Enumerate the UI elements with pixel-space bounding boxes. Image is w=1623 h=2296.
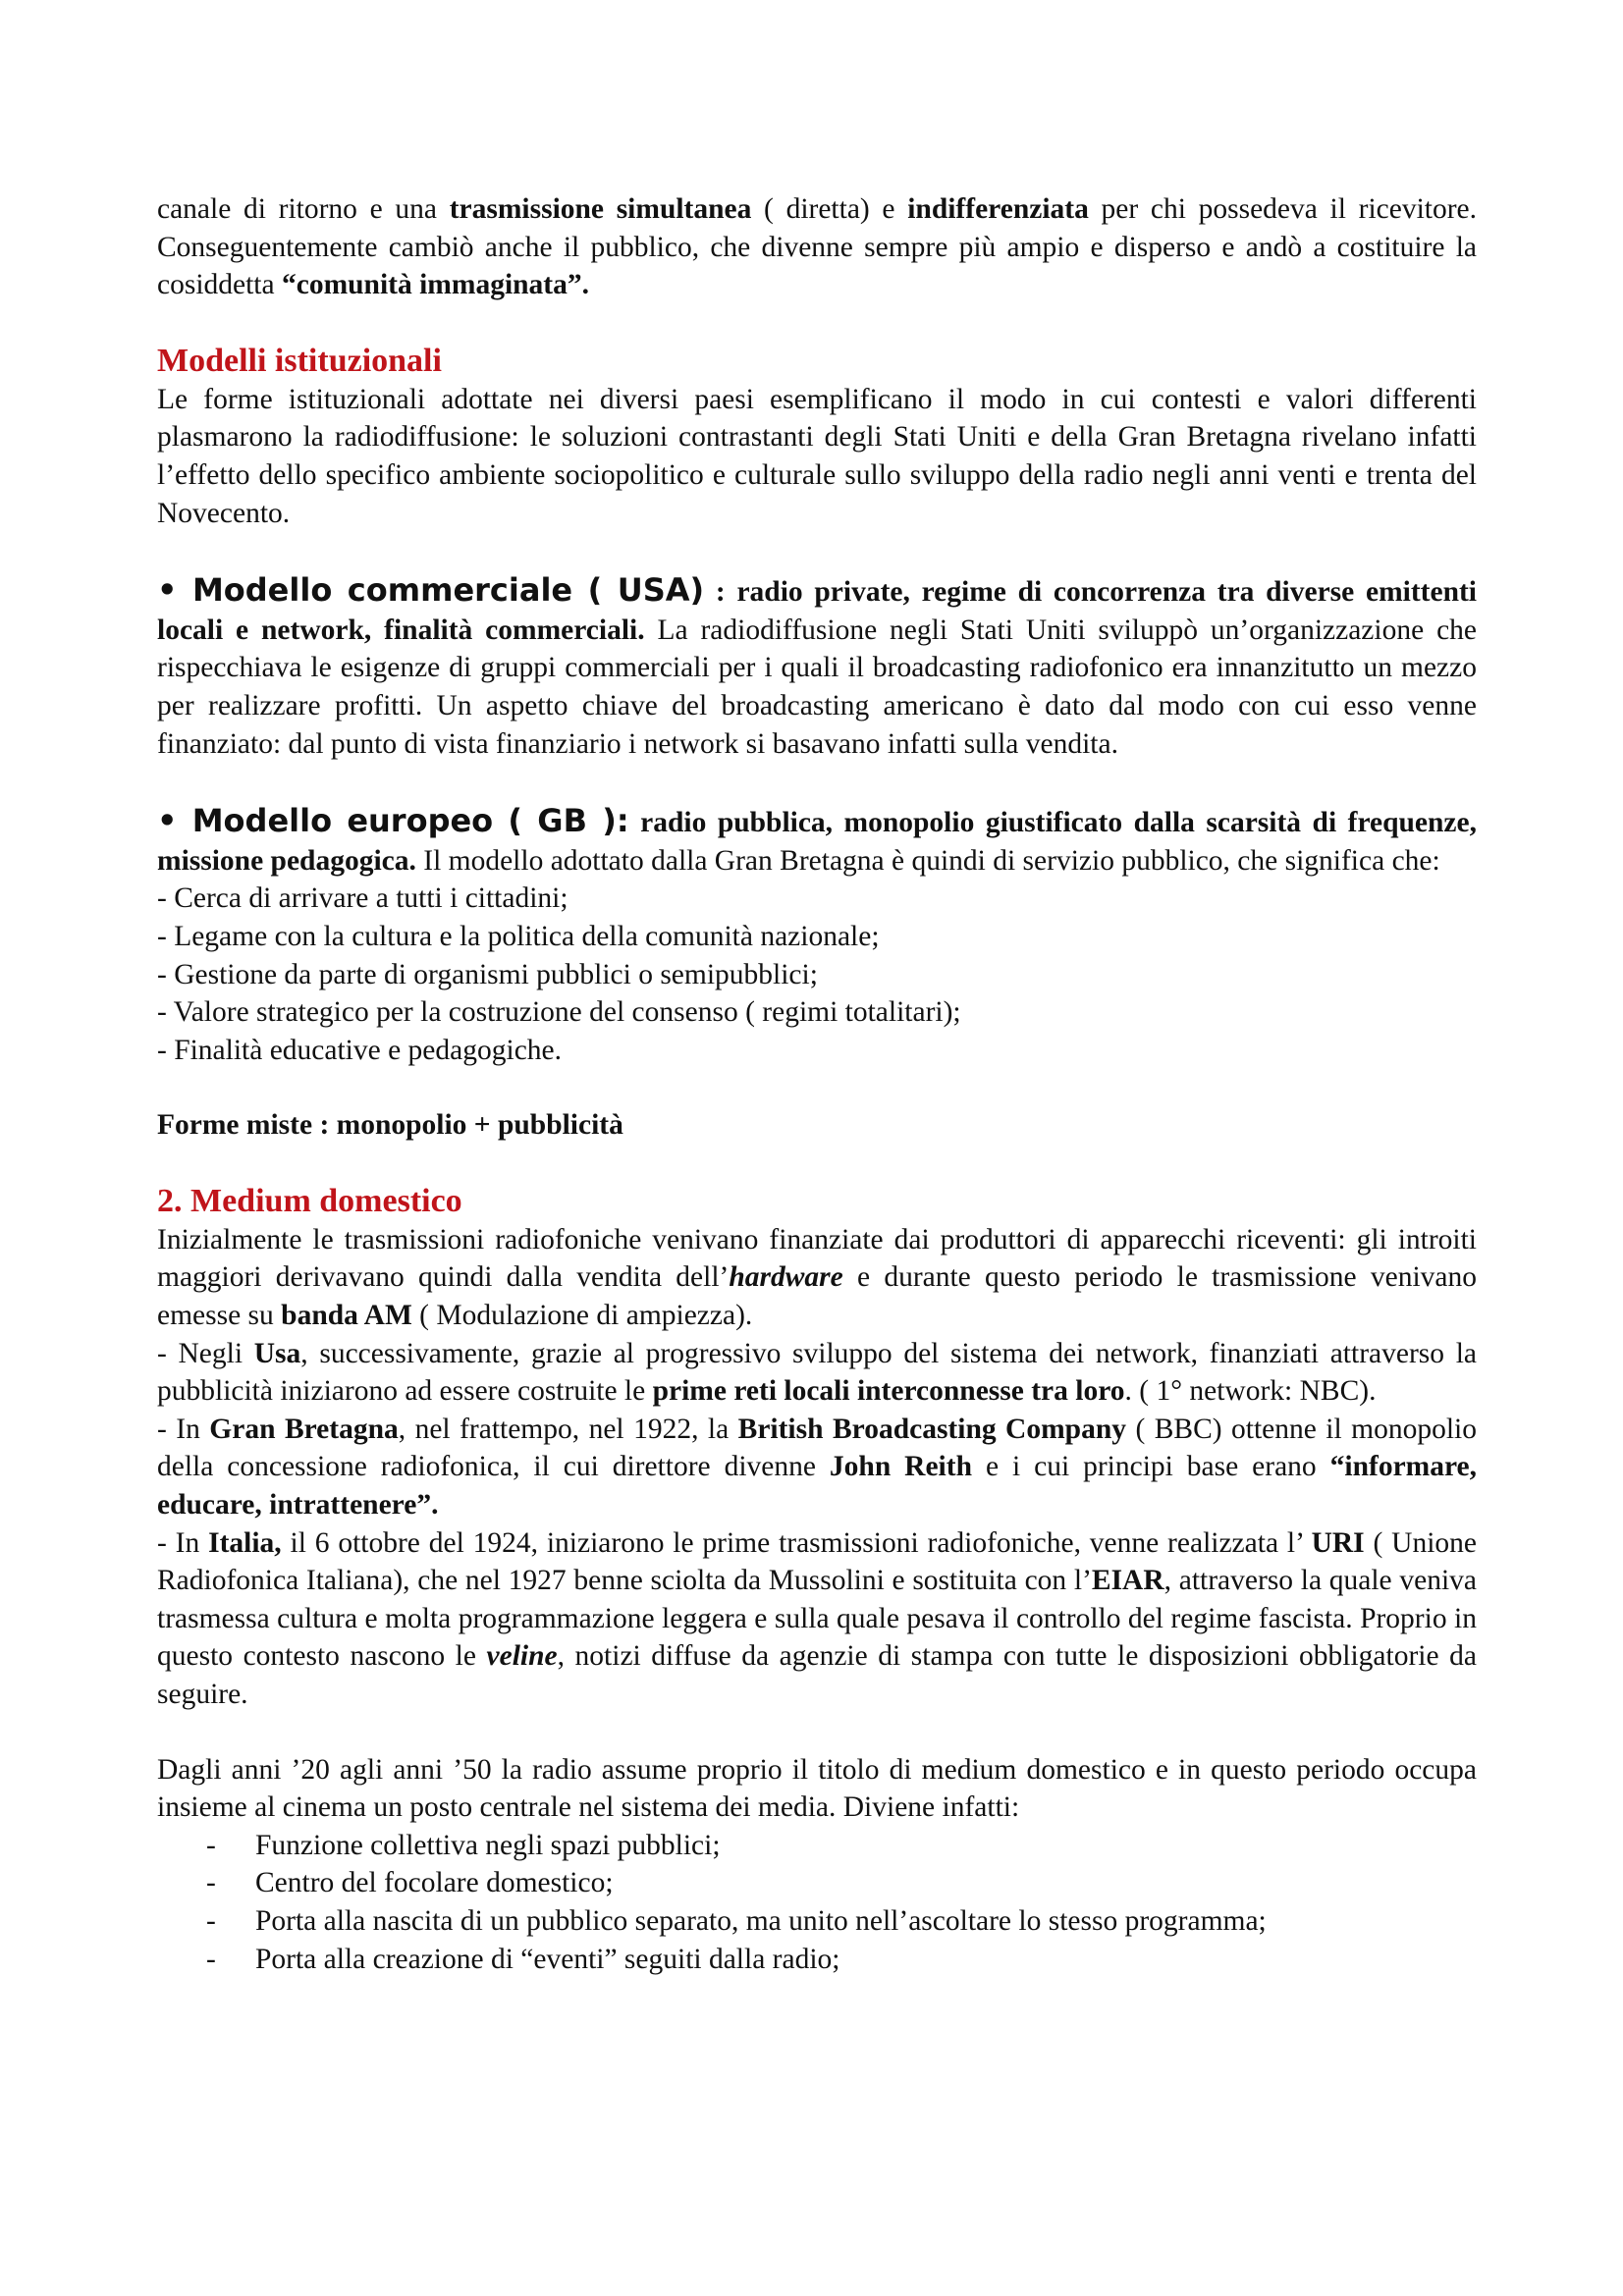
list-item-text: Porta alla nascita di un pubblico separato, ma unito nell’ascoltare lo stesso programma; [255,1904,1267,1937]
text-run: ( Modulazione di ampiezza). [411,1300,753,1332]
bold-italic-run: veline [486,1640,558,1673]
modelli-heading: Modelli istituzionali [157,342,442,379]
medium-paragraph-italia [157,1524,1477,1714]
bold-run: trasmissione simultanea [449,193,752,225]
bold-run: radio pubblica, monopolio giustificato dalla scarsità di frequenze, missione pedagogica. [157,807,1477,877]
text-run: - In [157,1526,209,1559]
bold-run: indifferenziata [907,193,1089,225]
text-run: Inizialmente le trasmissioni radiofoniche venivano finanziate dai produttori di apparecchi riceventi: gli introiti maggiori derivavano quindi dalla vendita dell’ [157,1223,1477,1294]
list-item [157,1864,1477,1902]
bold-run: “comunità immaginata”. [281,269,590,301]
text-run: Il modello adottato dalla Gran Bretagna è quindi di servizio pubblico, che significa che: [415,844,1440,877]
bold-run: banda AM [281,1300,412,1332]
text-run: e i cui principi base erano [972,1451,1330,1483]
list-item-text: Porta alla creazione di “eventi” seguiti dalla radio; [255,1943,840,1975]
bold-run: Gran Bretagna [209,1413,399,1445]
list-item: - Gestione da parte di organismi pubblici o semipubblici; [157,958,818,990]
list-item [157,1902,1477,1941]
bold-run: Forme miste : monopolio + pubblicità [157,1109,623,1142]
list-item: - Cerca di arrivare a tutti i cittadini; [157,882,568,915]
text-run: e durante questo periodo le trasmissione venivano emesse su [157,1261,1478,1332]
text-run: ( BBC) ottenne il monopolio della concessione radiofonica, il cui direttore divenne [157,1413,1477,1483]
bold-run: EIAR [1091,1565,1164,1597]
dash-marker: - [206,1904,216,1937]
text-run: il 6 ottobre del 1924, iniziarono le prime trasmissioni radiofoniche, venne realizzata l’ [281,1526,1312,1559]
bold-italic-run: hardware [729,1261,843,1294]
text-run: canale di ritorno e una [157,193,450,225]
bold-run: URI [1311,1526,1365,1559]
text-run: La radiodiffusione negli Stati Uniti sviluppò un’organizzazione che rispecchiava le esigenze di gruppi commerciali per i quali il broadcasting radiofonico era innanzitutto un mezzo per realizzare profitti. Un aspetto chiave del broadcasting americano è dato dal modo con cui esso venne finanziato: dal punto di vista finanziario i network si basavano infatti sulla vendita. [157,614,1478,760]
list-item: - Valore strategico per la costruzione del consenso ( regimi totalitari); [157,996,961,1029]
bold-run: British Broadcasting Company [737,1413,1126,1445]
text-run: - In [157,1413,210,1445]
modelli-paragraph: Le forme istituzionali adottate nei diversi paesi esemplificano il modo in cui contesti e valori differenti plasmarono la radiodiffusione: le soluzioni contrastanti degli Stati Uniti e della Gran Bretagna rivelano infatti l’effetto dello specifico ambiente sociopolitico e culturale sullo sviluppo della radio negli anni venti e trenta del Novecento. [157,383,1477,529]
forme-miste-line [157,1106,1477,1145]
dash-marker: - [206,1943,216,1975]
list-item [157,1941,1477,1979]
bold-run: Usa [253,1337,301,1369]
text-run: ( Unione Radiofonica Italiana), che nel 1927 benne sciolta da Mussolini e sostituita con l’ [157,1526,1478,1597]
bold-run: Italia, [208,1526,282,1559]
dash-marker: - [206,1867,216,1899]
medium-paragraph-usa [157,1335,1477,1411]
text-run: , successivamente, grazie al progressivo sviluppo del sistema dei network, finanziati attraverso la pubblicità iniziarono ad essere costruite le [157,1337,1477,1408]
intro-paragraph [157,190,1477,304]
bold-run: John Reith [829,1451,972,1483]
text-run: , attraverso la quale veniva trasmessa cultura e molta programmazione leggera e sulla quale pesava il controllo del regime fascista. Proprio in questo contesto nascono le [157,1565,1477,1673]
list-item-text: Funzione collettiva negli spazi pubblici; [255,1829,721,1861]
medium-paragraph-1 [157,1221,1477,1335]
medium-function-list [157,1827,1477,1978]
medium-paragraph-summary: Dagli anni ’20 agli anni ’50 la radio assume proprio il titolo di medium domestico e in questo periodo occupa insieme al cinema un posto centrale nel sistema dei media. Diviene infatti: [157,1753,1477,1824]
text-run: - Negli [157,1337,254,1369]
list-item: - Legame con la cultura e la politica della comunità nazionale; [157,920,880,952]
dash-marker: - [206,1829,216,1861]
bold-run: : radio private, regime di concorrenza tra diverse emittenti locali e network, finalità commerciali. [157,576,1478,646]
modello-commerciale-title: • Modello commerciale ( USA) [157,571,705,610]
text-run: , nel frattempo, nel 1922, la [398,1413,738,1445]
list-item-text: Centro del focolare domestico; [255,1867,614,1899]
text-run: . ( 1° network: NBC). [1124,1375,1377,1408]
document-page [157,190,1477,1978]
list-item [157,1827,1477,1865]
modello-europeo-title: • Modello europeo ( GB ): [157,802,629,840]
modello-europeo-paragraph [157,802,1477,880]
bold-run: “informare, educare, intrattenere”. [157,1451,1478,1522]
list-item: - Finalità educative e pedagogiche. [157,1034,563,1066]
text-run: ( diretta) e [751,193,908,225]
medium-paragraph-gb [157,1411,1477,1524]
text-run: per chi possedeva il ricevitore. Conseguentemente cambiò anche il pubblico, che divenne sempre più ampio e disperso e andò a costituire la cosiddetta [157,193,1478,301]
bold-run: prime reti locali interconnesse tra loro [652,1375,1125,1408]
modello-commerciale-paragraph [157,571,1477,763]
text-run: , notizi diffuse da agenzie di stampa con tutte le disposizioni obbligatorie da seguire. [157,1640,1477,1710]
medium-heading: 2. Medium domestico [157,1182,462,1219]
